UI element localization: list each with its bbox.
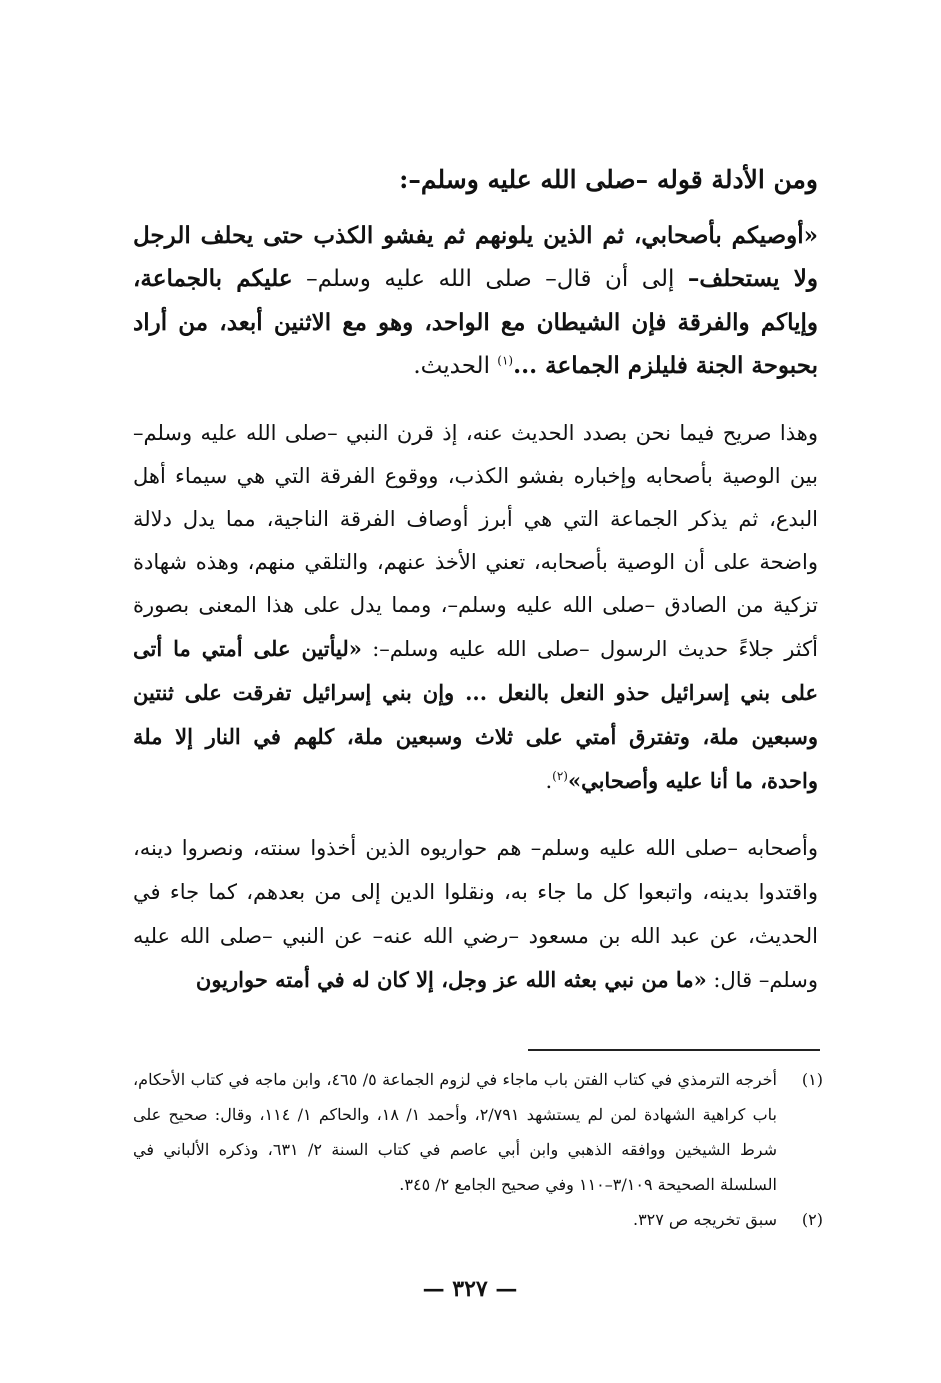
quote1-interjection: إلى أن قال– صلى الله عليه وسلم– xyxy=(292,266,688,292)
hadith-quote-3: «ما من نبي بعثه الله عز وجل، إلا كان له في أمته حواريون xyxy=(195,967,707,992)
footnote-number: (٢) xyxy=(801,1210,823,1229)
hadith-quote-1 xyxy=(133,214,818,388)
footnote-item xyxy=(133,1202,823,1237)
paragraph-3-text: وأصحابه –صلى الله عليه وسلم– هم حواريوه الذين أخذوا سنته، ونصروا دينه، واقتدوا بدينه، واتبعوا كل ما جاء به، ونقلوا الدين إلى من بعدهم، كما جاء في الحديث، عن عبد الله بن مسعود –رضي الله عنه– عن النبي –صلى الله عليه وسلم– قال: xyxy=(133,836,818,992)
paragraph-3 xyxy=(133,826,818,1002)
footnote-text: سبق تخريجه ص ٣٢٧. xyxy=(632,1210,777,1229)
footnote-ref-1: (١) xyxy=(497,353,514,368)
footnotes xyxy=(133,1062,823,1237)
paragraph-2-text: وهذا صريح فيما نحن بصدد الحديث عنه، إذ قرن النبي –صلى الله عليه وسلم– بين الوصية بأصحابه وإخباره بفشو الكذب، ووقوع الفرقة التي هي سيماء أهل البدع، ثم يذكر الجماعة التي هي أبرز أوصاف الفرقة الناجية، مما يدل دلالة واضحة على أن الوصية بأصحابه، تعني الأخذ عنهم، والتلقي منهم، وهذه شهادة تزكية من الصادق –صلى الله عليه وسلم–، ومما يدل على هذا المعنى بصورة أكثر جلاءً حديث الرسول –صلى الله عليه وسلم–: xyxy=(133,421,818,661)
footnote-item xyxy=(133,1062,823,1202)
page-number: — ٣٢٧ — xyxy=(422,1276,518,1302)
footnote-number: (١) xyxy=(801,1070,823,1089)
hadith-quote-2: «ليأتين على أمتي ما أتى على بني إسرائيل حذو النعل بالنعل ... وإن بني إسرائيل تفرقت على ثنتين وسبعين ملة، وتفترق أمتي على ثلاث وسبعين ملة، كلهم في النار إلا ملة واحدة، ما أنا عليه وأصحابي» xyxy=(133,636,818,793)
footnote-divider xyxy=(528,1049,820,1051)
footnote-text: أخرجه الترمذي في كتاب الفتن باب ماجاء في لزوم الجماعة ٥/ ٤٦٥، وابن ماجه في كتاب الأحكام، باب كراهية الشهادة لمن لم يستشهد ٢/٧٩١، وأحمد ١/ ١٨، والحاكم ١/ ١١٤، وقال: صحيح على شرط الشيخين ووافقه الذهبي وابن أبي عاصم في كتاب السنة ٢/ ٦٣١، وذكره الألباني في السلسلة الصحيحة ٣/١٠٩–١١٠ وفي صحيح الجامع ٢/ ٣٤٥. xyxy=(133,1070,778,1194)
section-heading: ومن الأدلة قوله –صلى الله عليه وسلم–: xyxy=(399,165,818,194)
footnote-ref-2: (٢) xyxy=(552,769,568,783)
paragraph-2-tail: . xyxy=(545,769,553,793)
quote1-part1: «أوصيكم بأصحابي، ثم الذين يلونهم ثم يفشو الكذب حتى يحلف الرجل ولا يستحلف– xyxy=(133,222,818,292)
quote1-tail: الحديث. xyxy=(413,353,498,379)
paragraph-2 xyxy=(133,412,818,803)
quote1-part3: عليكم بالجماعة، وإياكم والفرقة فإن الشيطان مع الواحد، وهو مع الاثنين أبعد، من أراد بحبوحة الجنة فليلزم الجماعة ... xyxy=(133,265,818,379)
